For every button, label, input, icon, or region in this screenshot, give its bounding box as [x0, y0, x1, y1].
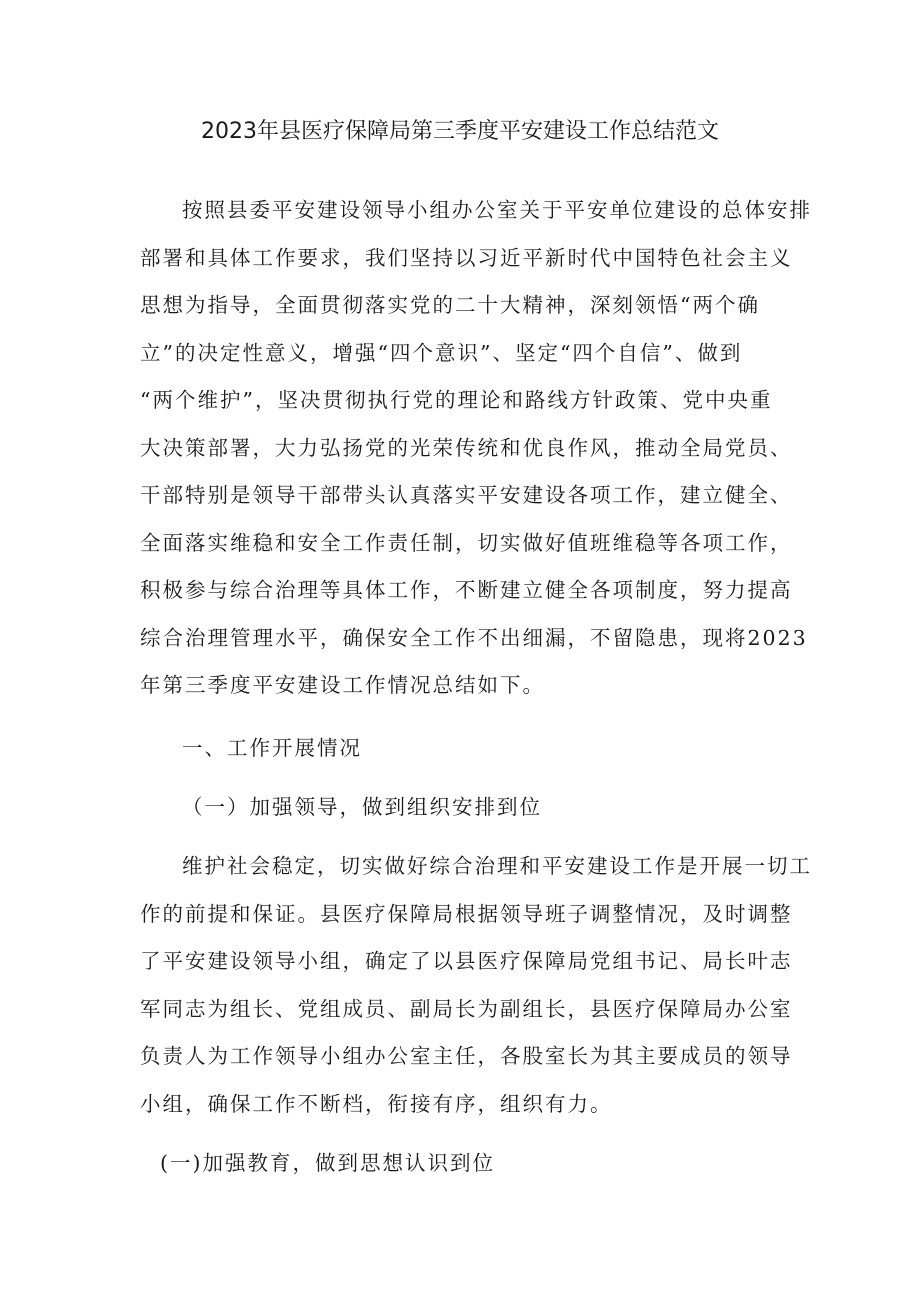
paragraph-line: 立”的决定性意义，增强“四个意识”、坚定“四个自信”、做到	[140, 340, 743, 365]
paragraph-line: 负责人为工作领导小组办公室主任，各股室长为其主要成员的领导	[140, 1044, 793, 1068]
paragraph-line: 综合治理管理水平，确保安全工作不出细漏，不留隐患，现将2023	[140, 625, 808, 650]
paragraph-line: 干部特别是领导干部带头认真落实平安建设各项工作，建立健全、	[140, 483, 793, 507]
paragraph-line: 大决策部署，大力弘扬党的光荣传统和优良作风，推动全局党员、	[140, 435, 793, 460]
paragraph-line: 部署和具体工作要求，我们坚持以习近平新时代中国特色社会主义	[140, 245, 793, 270]
paragraph-line: 小组，确保工作不断档，衔接有序，组织有力。	[140, 1091, 613, 1116]
paragraph-line: 了平安建设领导小组，确定了以县医疗保障局党组书记、局长叶志	[140, 949, 793, 973]
paragraph-line: 军同志为组长、党组成员、副局长为副组长，县医疗保障局办公室	[140, 996, 793, 1021]
paragraph-line: 积极参与综合治理等具体工作，不断建立健全各项制度，努力提高	[140, 578, 793, 602]
document-title: 2023年县医疗保障局第三季度平安建设工作总结范文	[201, 119, 719, 144]
paragraph-line: 维护社会稳定，切实做好综合治理和平安建设工作是开展一切工	[182, 854, 812, 878]
section-heading-work-progress: 一、工作开展情况	[182, 736, 362, 760]
paragraph-line: 全面落实维稳和安全工作责任制，切实做好值班维稳等各项工作，	[140, 530, 793, 555]
paragraph-line: 按照县委平安建设领导小组办公室关于平安单位建设的总体安排	[182, 198, 812, 222]
subsection-heading-leadership: （一）加强领导，做到组织安排到位	[182, 795, 542, 819]
paragraph-line: 作的前提和保证。县医疗保障局根据领导班子调整情况，及时调整	[140, 901, 793, 926]
leadership-paragraph	[140, 843, 812, 1128]
intro-paragraph	[140, 187, 812, 710]
paragraph-line: 年第三季度平安建设工作情况总结如下。	[140, 673, 545, 697]
paragraph-line: 思想为指导，全面贯彻落实党的二十大精神，深刻领悟“两个确	[140, 293, 760, 317]
subsection-heading-education: (一)加强教育，做到思想认识到位	[160, 1151, 495, 1175]
paragraph-line: “两个维护”，坚决贯彻执行党的理论和路线方针政策、党中央重	[140, 388, 773, 412]
